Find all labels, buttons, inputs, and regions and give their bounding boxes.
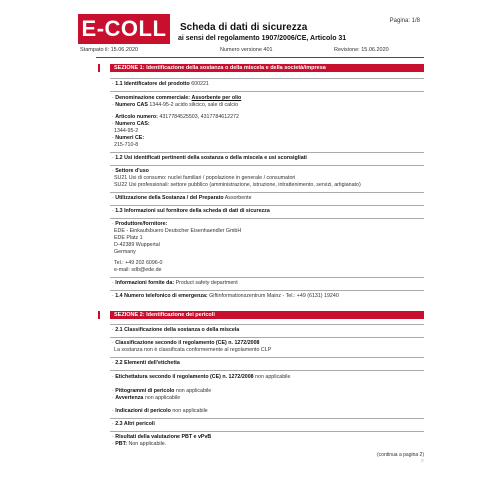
s13-heading: 1.3 Informazioni sul fornitore della scheda di dati di sicurezza <box>115 208 270 214</box>
separator <box>110 324 424 325</box>
revision-date: Revisione: 15.06.2020 <box>334 47 389 53</box>
info-label: Informazioni fornite da: <box>115 280 175 286</box>
warn-label: Avvertenza <box>115 395 144 401</box>
label-value: non applicabile <box>255 374 291 380</box>
s23-row: · 2.3 Altri pericoli <box>112 421 155 427</box>
separator <box>110 337 424 338</box>
s11-value: 600221 <box>191 81 209 87</box>
class-value: La sostanza non è classificata conformemente al regolamento CLP <box>114 347 272 353</box>
label-row: · Etichettatura secondo il regolamento (CE) n. 1272/2008 non applicabile <box>112 374 291 380</box>
separator <box>110 370 424 371</box>
warn-row: · Avvertenza non applicabile <box>112 395 181 401</box>
s21-heading: 2.1 Classificazione della sostanza o della miscela <box>115 327 240 333</box>
class-label: Classificazione secondo il regolamento (CE) n. 1272/2008 <box>115 340 260 346</box>
cas-value: 1344-95-2 acido silicico, sale di calcio <box>149 102 239 108</box>
supplier-phone: Tel.: +49 202 6096-0 <box>114 260 163 266</box>
separator <box>110 277 424 278</box>
ce-value: 215-710-8 <box>114 142 139 148</box>
separator <box>110 78 424 79</box>
section2-heading: SEZIONE 2: Identificazione dei pericoli <box>110 311 424 319</box>
page-number: Pagina: 1/8 <box>389 18 420 24</box>
class-row: · Classificazione secondo il regolamento (CE) n. 1272/2008 <box>112 340 260 346</box>
header-divider <box>96 57 424 58</box>
print-date: Stampato il: 15.06.2020 <box>80 47 139 53</box>
ce-label: Numeri CE: <box>115 135 145 141</box>
sector-row: · Settore d'uso <box>112 168 149 174</box>
su22-row: SU22 Usi professionali: settore pubblico (amministrazione, istruzione, intrattenimento, servizi, artigianato) <box>114 182 361 188</box>
sector-label: Settore d'uso <box>115 168 149 174</box>
trade-name-row: · Denominazione commerciale: Assorbente per olio <box>112 95 242 101</box>
pbt-value: Non applicabile. <box>128 441 167 447</box>
info-value: Product safety department <box>175 280 238 286</box>
picto-label: Pittogrammi di pericolo <box>115 388 175 394</box>
pbt-heading-row: · Risultati della valutazione PBT e vPvB <box>112 434 212 440</box>
supplier-line: D-42389 Wuppertal <box>114 242 160 248</box>
supplier-row: · Produttore/fornitore: <box>112 221 168 227</box>
s12-row: · 1.2 Usi identificati pertinenti della sostanza o della miscela e usi sconsigliati <box>112 155 307 161</box>
separator <box>110 165 424 166</box>
separator <box>110 192 424 193</box>
supplier-line: EDE Platz 1 <box>114 235 143 241</box>
hazard-label: Indicazioni di pericolo <box>115 408 171 414</box>
separator <box>110 418 424 419</box>
label-label: Etichettatura secondo il regolamento (CE) n. 1272/2008 <box>115 374 254 380</box>
picto-row: · Pittogrammi di pericolo non applicabile <box>112 388 212 394</box>
hazard-row: · Indicazioni di pericolo non applicabile <box>112 408 208 414</box>
version-number: Numero versione 401 <box>220 47 273 53</box>
s14-row: · 1.4 Numero telefonico di emergenza: Giftinformationszentrum Mainz - Tel.: +49 (6131) 19240 <box>112 293 339 299</box>
section1-heading: SEZIONE 1: Identificazione della sostanza o della miscela e della società/impresa <box>110 64 424 72</box>
use-value: Assorbente <box>224 195 252 201</box>
cas2-row: · Numero CAS: <box>112 121 150 127</box>
warn-value: non applicabile <box>144 395 181 401</box>
section-marker <box>98 311 100 319</box>
footer-code: IT <box>420 459 424 463</box>
article-label: Articolo numero: <box>115 114 158 120</box>
s13-row: · 1.3 Informazioni sul fornitore della scheda di dati di sicurezza <box>112 208 270 214</box>
separator <box>110 152 424 153</box>
picto-value: non applicabile <box>175 388 212 394</box>
separator <box>110 205 424 206</box>
ce-row: · Numeri CE: <box>112 135 145 141</box>
cas2-value: 1344-95-2 <box>114 128 139 134</box>
s22-heading: 2.2 Elementi dell'etichetta <box>115 360 180 366</box>
supplier-email: e-mail: sdb@ede.de <box>114 267 162 273</box>
article-value: 4317784525503, 4317784612272 <box>159 114 239 120</box>
cas2-label: Numero CAS: <box>115 121 150 127</box>
use-row: · Utilizzazione della Sostanza / del Preparato Assorbente <box>112 195 252 201</box>
section-marker <box>98 64 100 72</box>
pbt-heading: Risultati della valutazione PBT e vPvB <box>115 434 212 440</box>
pbt-row: · PBT: Non applicabile. <box>112 441 167 447</box>
separator <box>110 431 424 432</box>
trade-name-value: Assorbente per olio <box>191 95 242 101</box>
article-row: · Articolo numero: 4317784525503, 4317784612272 <box>112 114 239 120</box>
hazard-value: non applicabile <box>172 408 208 414</box>
ecoll-logo: E-COLL <box>78 14 170 44</box>
separator <box>110 290 424 291</box>
s22-row: · 2.2 Elementi dell'etichetta <box>112 360 180 366</box>
continued-note: (continua a pagina 2) <box>377 452 424 458</box>
separator <box>110 218 424 219</box>
supplier-line: EDE - Einkaufsbuero Deutscher Eisenhaendler GmbH <box>114 228 242 234</box>
s23-heading: 2.3 Altri pericoli <box>115 421 155 427</box>
su21-row: SU21 Usi di consumo: nuclei familiari / popolazione in generale / consumatori <box>114 175 296 181</box>
pbt-label: PBT: <box>115 441 128 447</box>
supplier-line: Germany <box>114 249 136 255</box>
s21-row: · 2.1 Classificazione della sostanza o della miscela <box>112 327 240 333</box>
separator <box>110 91 424 92</box>
s12-heading: 1.2 Usi identificati pertinenti della sostanza o della miscela e usi sconsigliati <box>115 155 307 161</box>
s11-label: 1.1 Identificatore del prodotto <box>115 81 190 87</box>
s11-row: · 1.1 Identificatore del prodotto 600221 <box>112 81 209 87</box>
info-row: · Informazioni fornite da: Product safety department <box>112 280 238 286</box>
use-label: Utilizzazione della Sostanza / del Preparato <box>115 195 224 201</box>
separator <box>110 357 424 358</box>
supplier-label: Produttore/fornitore: <box>115 221 168 227</box>
s14-value: Giftinformationszentrum Mainz - Tel.: +49 (6131) 19240 <box>209 293 339 299</box>
trade-name-label: Denominazione commerciale: <box>115 95 191 101</box>
document-subtitle: ai sensi del regolamento 1907/2006/CE, Articolo 31 <box>178 35 347 42</box>
s14-label: 1.4 Numero telefonico di emergenza: <box>115 293 208 299</box>
cas-label: Numero CAS <box>115 102 148 108</box>
document-title: Scheda di dati di sicurezza <box>180 22 308 33</box>
cas-row: · Numero CAS 1344-95-2 acido silicico, sale di calcio <box>112 102 239 108</box>
